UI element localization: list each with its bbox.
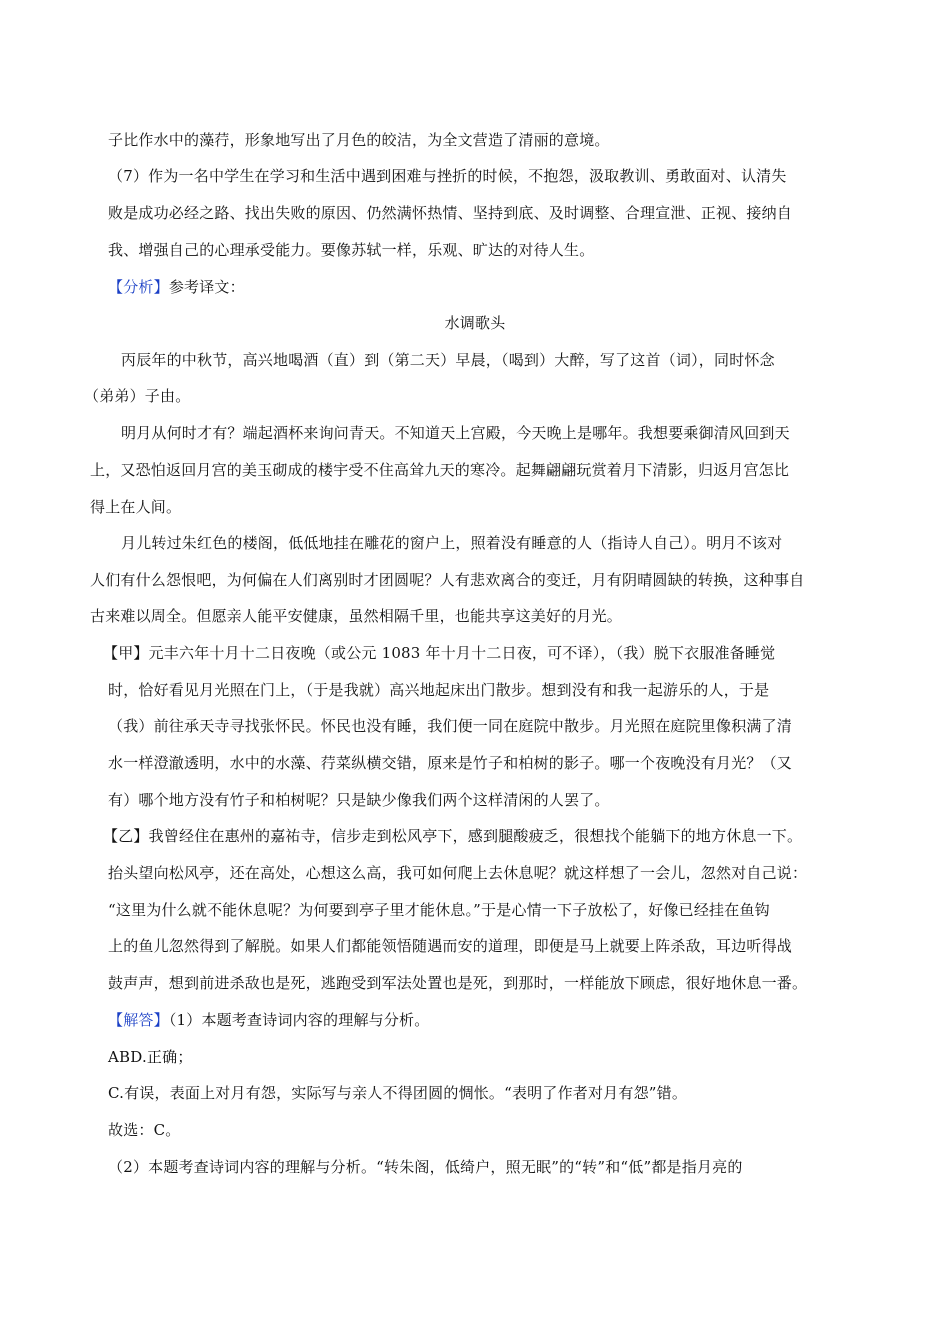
answer-detail-line: 故选：C。 — [108, 1121, 181, 1139]
jia-line: （我）前往承天寺寻找张怀民。怀民也没有睡，我们便一同在庭院中散步。月光照在庭院里像积满了清 — [108, 717, 793, 735]
yi-line: 鼓声声，想到前进杀敌也是死，逃跑受到军法处置也是死，到那时，一样能放下顾虑，很好地休息一番。 — [108, 974, 808, 992]
text-line: （7）作为一名中学生在学习和生活中遇到困难与挫折的时候，不抱怨，汲取教训、勇敢面对、认清失 — [108, 167, 787, 185]
answer-detail-line: ABD.正确； — [108, 1048, 193, 1066]
para2-line: 月儿转过朱红色的楼阁，低低地挂在雕花的窗户上，照着没有睡意的人（指诗人自己）。明月不该对 — [121, 534, 783, 552]
preface-line: （弟弟）子由。 — [84, 387, 191, 405]
text-line: 我、增强自己的心理承受能力。要像苏轼一样，乐观、旷达的对待人生。 — [108, 241, 595, 259]
para2-line: 人们有什么怨恨吧，为何偏在人们离别时才团圆呢？人有悲欢离合的变迁，月有阴晴圆缺的转换，这种事自 — [90, 571, 805, 589]
text-line: 子比作水中的藻荇，形象地写出了月色的皎洁，为全文营造了清丽的意境。 — [108, 131, 610, 149]
jia-line: 【甲】元丰六年十月十二日夜晚（或公元 1083 年十月十二日夜，可不译），（我）脱下衣服准备睡觉 — [103, 644, 776, 662]
poem-title: 水调歌头 — [444, 314, 506, 332]
yi-line: “这里为什么就不能休息呢？为何要到亭子里才能休息。”于是心情一下子放松了，好像已经挂在鱼钩 — [108, 901, 770, 919]
yi-line: 上的鱼儿忽然得到了解脱。如果人们都能领悟随遇而安的道理，即便是马上就要上阵杀敌，耳边听得战 — [108, 937, 793, 955]
analysis-tag: 【分析】 — [108, 278, 169, 296]
yi-line: 【乙】我曾经住在惠州的嘉祐寺，信步走到松风亭下，感到腿酸疲乏，很想找个能躺下的地方休息一下。 — [103, 827, 803, 845]
jia-line: 时，恰好看见月光照在门上，（于是我就）高兴地起床出门散步。想到没有和我一起游乐的人，于是 — [108, 681, 770, 699]
answer-detail-line: C.有误，表面上对月有怨，实际写与亲人不得团圆的惆怅。“表明了作者对月有怨”错。 — [108, 1084, 688, 1102]
jia-line: 水一样澄澈透明，水中的水藻、荇菜纵横交错，原来是竹子和柏树的影子。哪一个夜晚没有月光？（又 — [108, 754, 793, 772]
para1-line: 得上在人间。 — [90, 498, 182, 516]
analysis-text: 参考译文： — [168, 278, 245, 296]
para1-line: 明月从何时才有？端起酒杯来询问青天。不知道天上宫殿，今天晚上是哪年。我想要乘御清风回到天 — [121, 424, 790, 442]
para1-line: 上，又恐怕返回月宫的美玉砌成的楼宇受不住高耸九天的寒冷。起舞翩翩玩赏着月下清影，归返月宫怎比 — [90, 461, 790, 479]
jia-line: 有）哪个地方没有竹子和柏树呢？只是缺少像我们两个这样清闲的人罢了。 — [108, 791, 610, 809]
answer-tag: 【解答】 — [108, 1011, 169, 1029]
answer-line — [108, 1010, 429, 1030]
para2-line: 古来难以周全。但愿亲人能平安健康，虽然相隔千里，也能共享这美好的月光。 — [90, 607, 623, 625]
yi-line: 抬头望向松风亭，还在高处，心想这么高，我可如何爬上去休息呢？就这样想了一会儿，忽然对自己说： — [108, 864, 808, 882]
preface-line: 丙辰年的中秋节，高兴地喝酒（直）到（第二天）早晨，（喝到）大醉，写了这首（词），同时怀念 — [121, 351, 775, 369]
answer-text: （1）本题考查诗词内容的理解与分析。 — [168, 1011, 430, 1029]
answer-detail-line: （2）本题考查诗词内容的理解与分析。“转朱阁，低绮户，照无眠”的“转”和“低”都是指月亮的 — [108, 1158, 743, 1176]
analysis-line — [108, 277, 245, 297]
text-line: 败是成功必经之路、找出失败的原因、仍然满怀热情、坚持到底、及时调整、合理宣泄、正视、接纳自 — [108, 204, 793, 222]
